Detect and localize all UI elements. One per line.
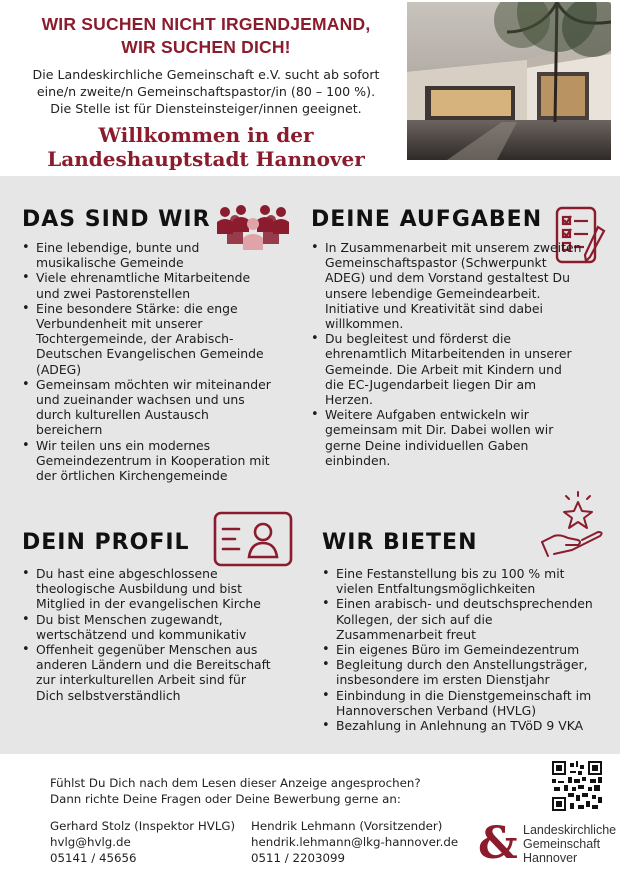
list-item: • Du bist Menschen zugewandt, wertschätzend und kommunikativ (22, 612, 272, 642)
list-item: • Ein eigenes Büro im Gemeindezentrum (322, 642, 594, 657)
list-aufgaben (311, 240, 583, 468)
list-item: • Weitere Aufgaben entwickeln wir gemeinsam mit Dir. Dabei wollen wir gerne Deine individuellen Gaben einbinden. (311, 407, 583, 468)
call-line-2: Dann richte Deine Fragen oder Deine Bewerbung gerne an: (50, 792, 401, 806)
id-card-icon (213, 511, 293, 567)
header (0, 0, 620, 176)
list-item: • Offenheit gegenüber Menschen aus anderen Ländern und die Bereitschaft zur interkulturellen Arbeit sind für Dich selbstverständlich (22, 642, 272, 703)
hand-star-icon (538, 490, 608, 560)
section-title-profil: DEIN PROFIL (22, 530, 190, 555)
building-photo (407, 2, 611, 160)
list-item: • In Zusammenarbeit mit unserem zweiten Gemeinschaftspastor (Schwerpunkt ADEG) und dem Vorstand gestaltest Du unsere lebendige Gemeindearbeit. Initiative und Kreativität sind dabei willkommen. (311, 240, 583, 331)
list-item: • Eine besondere Stärke: die enge Verbundenheit mit unserer Tochtergemeinde, der Arabisch-Deutschen Evangelischen Gemeinde (ADEG) (22, 301, 272, 377)
section-title-aufgaben: DEINE AUFGABEN (311, 207, 543, 232)
contact2-email[interactable]: hendrik.lehmann@lkg-hannover.de (251, 835, 459, 849)
list-item: • Begleitung durch den Anstellungsträger, insbesondere im ersten Dienstjahr (322, 657, 594, 687)
section-title-bieten: WIR BIETEN (322, 530, 478, 555)
list-item: • Du hast eine abgeschlossene theologische Ausbildung und bist Mitglied in der evangelischen Kirche (22, 566, 272, 612)
section-title-wir: DAS SIND WIR (22, 207, 211, 232)
list-item: • Einen arabisch- und deutschsprechenden Kollegen, der sich auf die Zusammenarbeit freut (322, 596, 594, 642)
list-item: • Viele ehrenamtliche Mitarbeitende und zwei Pastorenstellen (22, 270, 272, 300)
welcome-line-1: Willkommen in der (98, 123, 314, 147)
contact2-name: Hendrik Lehmann (Vorsitzender) (251, 819, 443, 833)
ampersand-logo-icon (478, 820, 520, 864)
list-item: • Gemeinsam möchten wir miteinander und zueinander wachsen und uns durch kulturellen Austausch bereichern (22, 377, 272, 438)
list-wir (22, 240, 272, 483)
contact1-email[interactable]: hvlg@hvlg.de (50, 835, 131, 849)
intro-line-3: Die Stelle ist für Diensteinsteiger/innen geeignet. (50, 101, 362, 116)
logo-line-3: Hannover (523, 851, 578, 865)
list-bieten (322, 566, 594, 733)
svg-text:&: & (478, 820, 518, 864)
call-line-1: Fühlst Du Dich nach dem Lesen dieser Anzeige angesprochen? (50, 776, 421, 790)
welcome-line-2: Landeshauptstadt Hannover (47, 147, 365, 171)
list-profil (22, 566, 272, 703)
qr-code-icon (552, 761, 602, 811)
logo-line-2: Gemeinschaft (523, 837, 601, 851)
contact1-name: Gerhard Stolz (Inspektor HVLG) (50, 819, 236, 833)
contact2-phone: 0511 / 2203099 (251, 851, 346, 865)
list-item: • Bezahlung in Anlehnung an TVöD 9 VKA (322, 718, 594, 733)
list-item: • Eine lebendige, bunte und musikalische Gemeinde (22, 240, 272, 270)
headline-line-1: WIR SUCHEN NICHT IRGENDJEMAND, (41, 14, 371, 34)
intro-line-1: Die Landeskirchliche Gemeinschaft e.V. sucht ab sofort (32, 67, 380, 82)
list-item: • Du begleitest und förderst die ehrenamtlich Mitarbeitenden in unserer Gemeinde. Die Arbeit mit Kindern und die EC-Jugendarbeit liegen Dir am Herzen. (311, 331, 583, 407)
logo-line-1: Landeskirchliche (523, 823, 617, 837)
list-item: • Wir teilen uns ein modernes Gemeindezentrum in Kooperation mit der örtlichen Kirchengemeinde (22, 438, 272, 484)
list-item: • Einbindung in die Dienstgemeinschaft im Hannoverschen Verband (HVLG) (322, 688, 594, 718)
intro-line-2: eine/n zweite/n Gemeinschaftspastor/in (80 – 100 %). (36, 84, 376, 99)
list-item: • Eine Festanstellung bis zu 100 % mit vielen Entfaltungsmöglichkeiten (322, 566, 594, 596)
contact1-phone: 05141 / 45656 (50, 851, 137, 865)
headline-line-2: WIR SUCHEN DICH! (121, 37, 291, 57)
